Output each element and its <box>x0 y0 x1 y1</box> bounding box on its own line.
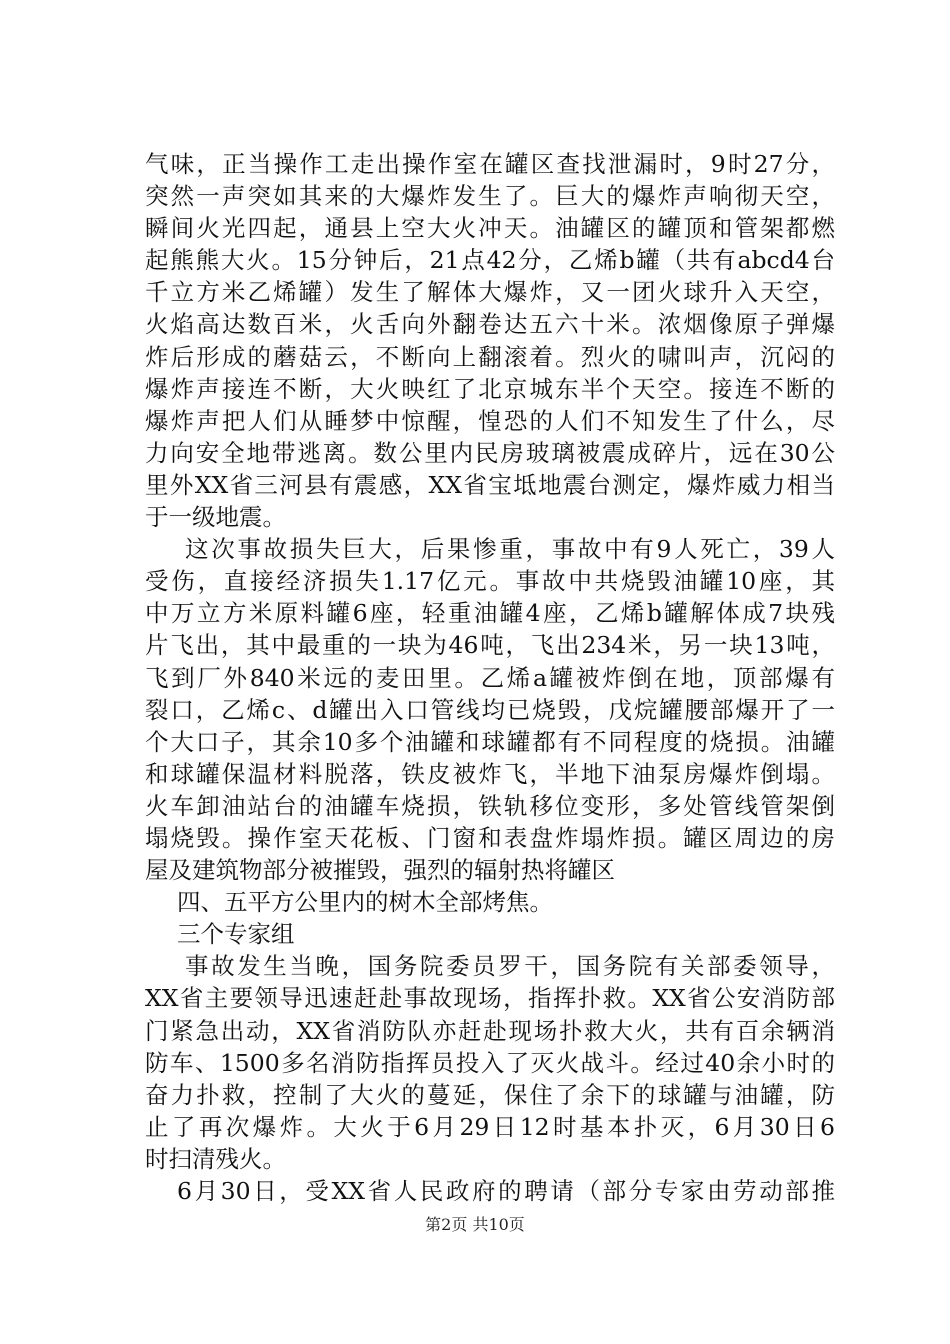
text-line: 片飞出，其中最重的一块为46吨，飞出234米，另一块13吨， <box>145 631 835 660</box>
text-line: 气味，正当操作工走出操作室在罐区查找泄漏时，9时27分， <box>145 150 835 178</box>
text-line: 受伤，直接经济损失1.17亿元。事故中共烧毁油罐10座，其 <box>145 567 835 596</box>
text-line: 突然一声突如其来的大爆炸发生了。巨大的爆炸声响彻天空， <box>145 182 835 211</box>
text-line: 止了再次爆炸。大火于6月29日12时基本扑灭，6月30日6 <box>145 1112 835 1141</box>
text-line: 于一级地震。 <box>145 503 286 532</box>
paragraph-rescue <box>145 950 835 1175</box>
text-line: 飞到厂外840米远的麦田里。乙烯a罐被炸倒在地，顶部爆有 <box>145 663 835 692</box>
text-line: 千立方米乙烯罐）发生了解体大爆炸，又一团火球升入天空， <box>145 278 835 307</box>
document-body <box>145 148 835 1207</box>
paragraph-scorched-trees <box>145 886 835 918</box>
text-line: 奋力扑救，控制了大火的蔓延，保住了余下的球罐与油罐，防 <box>145 1080 835 1109</box>
text-line: 6月30日，受XX省人民政府的聘请（部分专家由劳动部推 <box>177 1177 835 1205</box>
paragraph-experts <box>145 1175 835 1207</box>
text-line: 裂口，乙烯c、d罐出入口管线均已烧毁，戊烷罐腰部爆开了一 <box>145 695 835 724</box>
paragraph-explosion <box>145 148 835 533</box>
text-line: 瞬间火光四起，通县上空大火冲天。油罐区的罐顶和管架都燃 <box>145 214 835 243</box>
text-line: 这次事故损失巨大，后果惨重，事故中有9人死亡，39人 <box>185 535 835 564</box>
text-line: 时扫清残火。 <box>145 1144 286 1173</box>
section-heading <box>145 918 835 950</box>
text-line: 火车卸油站台的油罐车烧损，铁轨移位变形，多处管线管架倒 <box>145 791 835 820</box>
text-line: XX省主要领导迅速赶赴事故现场，指挥扑救。XX省公安消防部 <box>145 984 835 1013</box>
text-line: 屋及建筑物部分被摧毁，强烈的辐射热将罐区 <box>145 856 615 885</box>
section-title: 三个专家组 <box>177 920 295 949</box>
text-line: 炸后形成的蘑菇云，不断向上翻滚着。烈火的啸叫声，沉闷的 <box>145 342 835 371</box>
text-line: 和球罐保温材料脱落，铁皮被炸飞，半地下油泵房爆炸倒塌。 <box>145 759 835 788</box>
text-line: 事故发生当晚，国务院委员罗干，国务院有关部委领导， <box>185 952 835 981</box>
text-line: 爆炸声把人们从睡梦中惊醒，惶恐的人们不知发生了什么，尽 <box>145 406 835 435</box>
text-line: 四、五平方公里内的树木全部烤焦。 <box>177 888 553 917</box>
page-footer <box>0 1212 950 1235</box>
text-line: 门紧急出动，XX省消防队亦赶赴现场扑救大火，共有百余辆消 <box>145 1016 835 1045</box>
text-line: 里外XX省三河县有震感，XX省宝坻地震台测定，爆炸威力相当 <box>145 470 835 499</box>
text-line: 中万立方米原料罐6座，轻重油罐4座，乙烯b罐解体成7块残 <box>145 599 835 628</box>
text-line: 力向安全地带逃离。数公里内民房玻璃被震成碎片，远在30公 <box>145 438 835 467</box>
text-line: 塌烧毁。操作室天花板、门窗和表盘炸塌炸损。罐区周边的房 <box>145 823 835 852</box>
paragraph-losses <box>145 533 835 886</box>
text-line: 起熊熊大火。15分钟后，21点42分，乙烯b罐（共有abcd4台 <box>145 246 835 275</box>
text-line: 防车、1500多名消防指挥员投入了灭火战斗。经过40余小时的 <box>145 1048 835 1077</box>
text-line: 个大口子，其余10多个油罐和球罐都有不同程度的烧损。油罐 <box>145 727 835 756</box>
text-line: 火焰高达数百米，火舌向外翻卷达五六十米。浓烟像原子弹爆 <box>145 310 835 339</box>
text-line: 爆炸声接连不断，大火映红了北京城东半个天空。接连不断的 <box>145 374 835 403</box>
page-number: 第2页 共10页 <box>425 1215 525 1234</box>
